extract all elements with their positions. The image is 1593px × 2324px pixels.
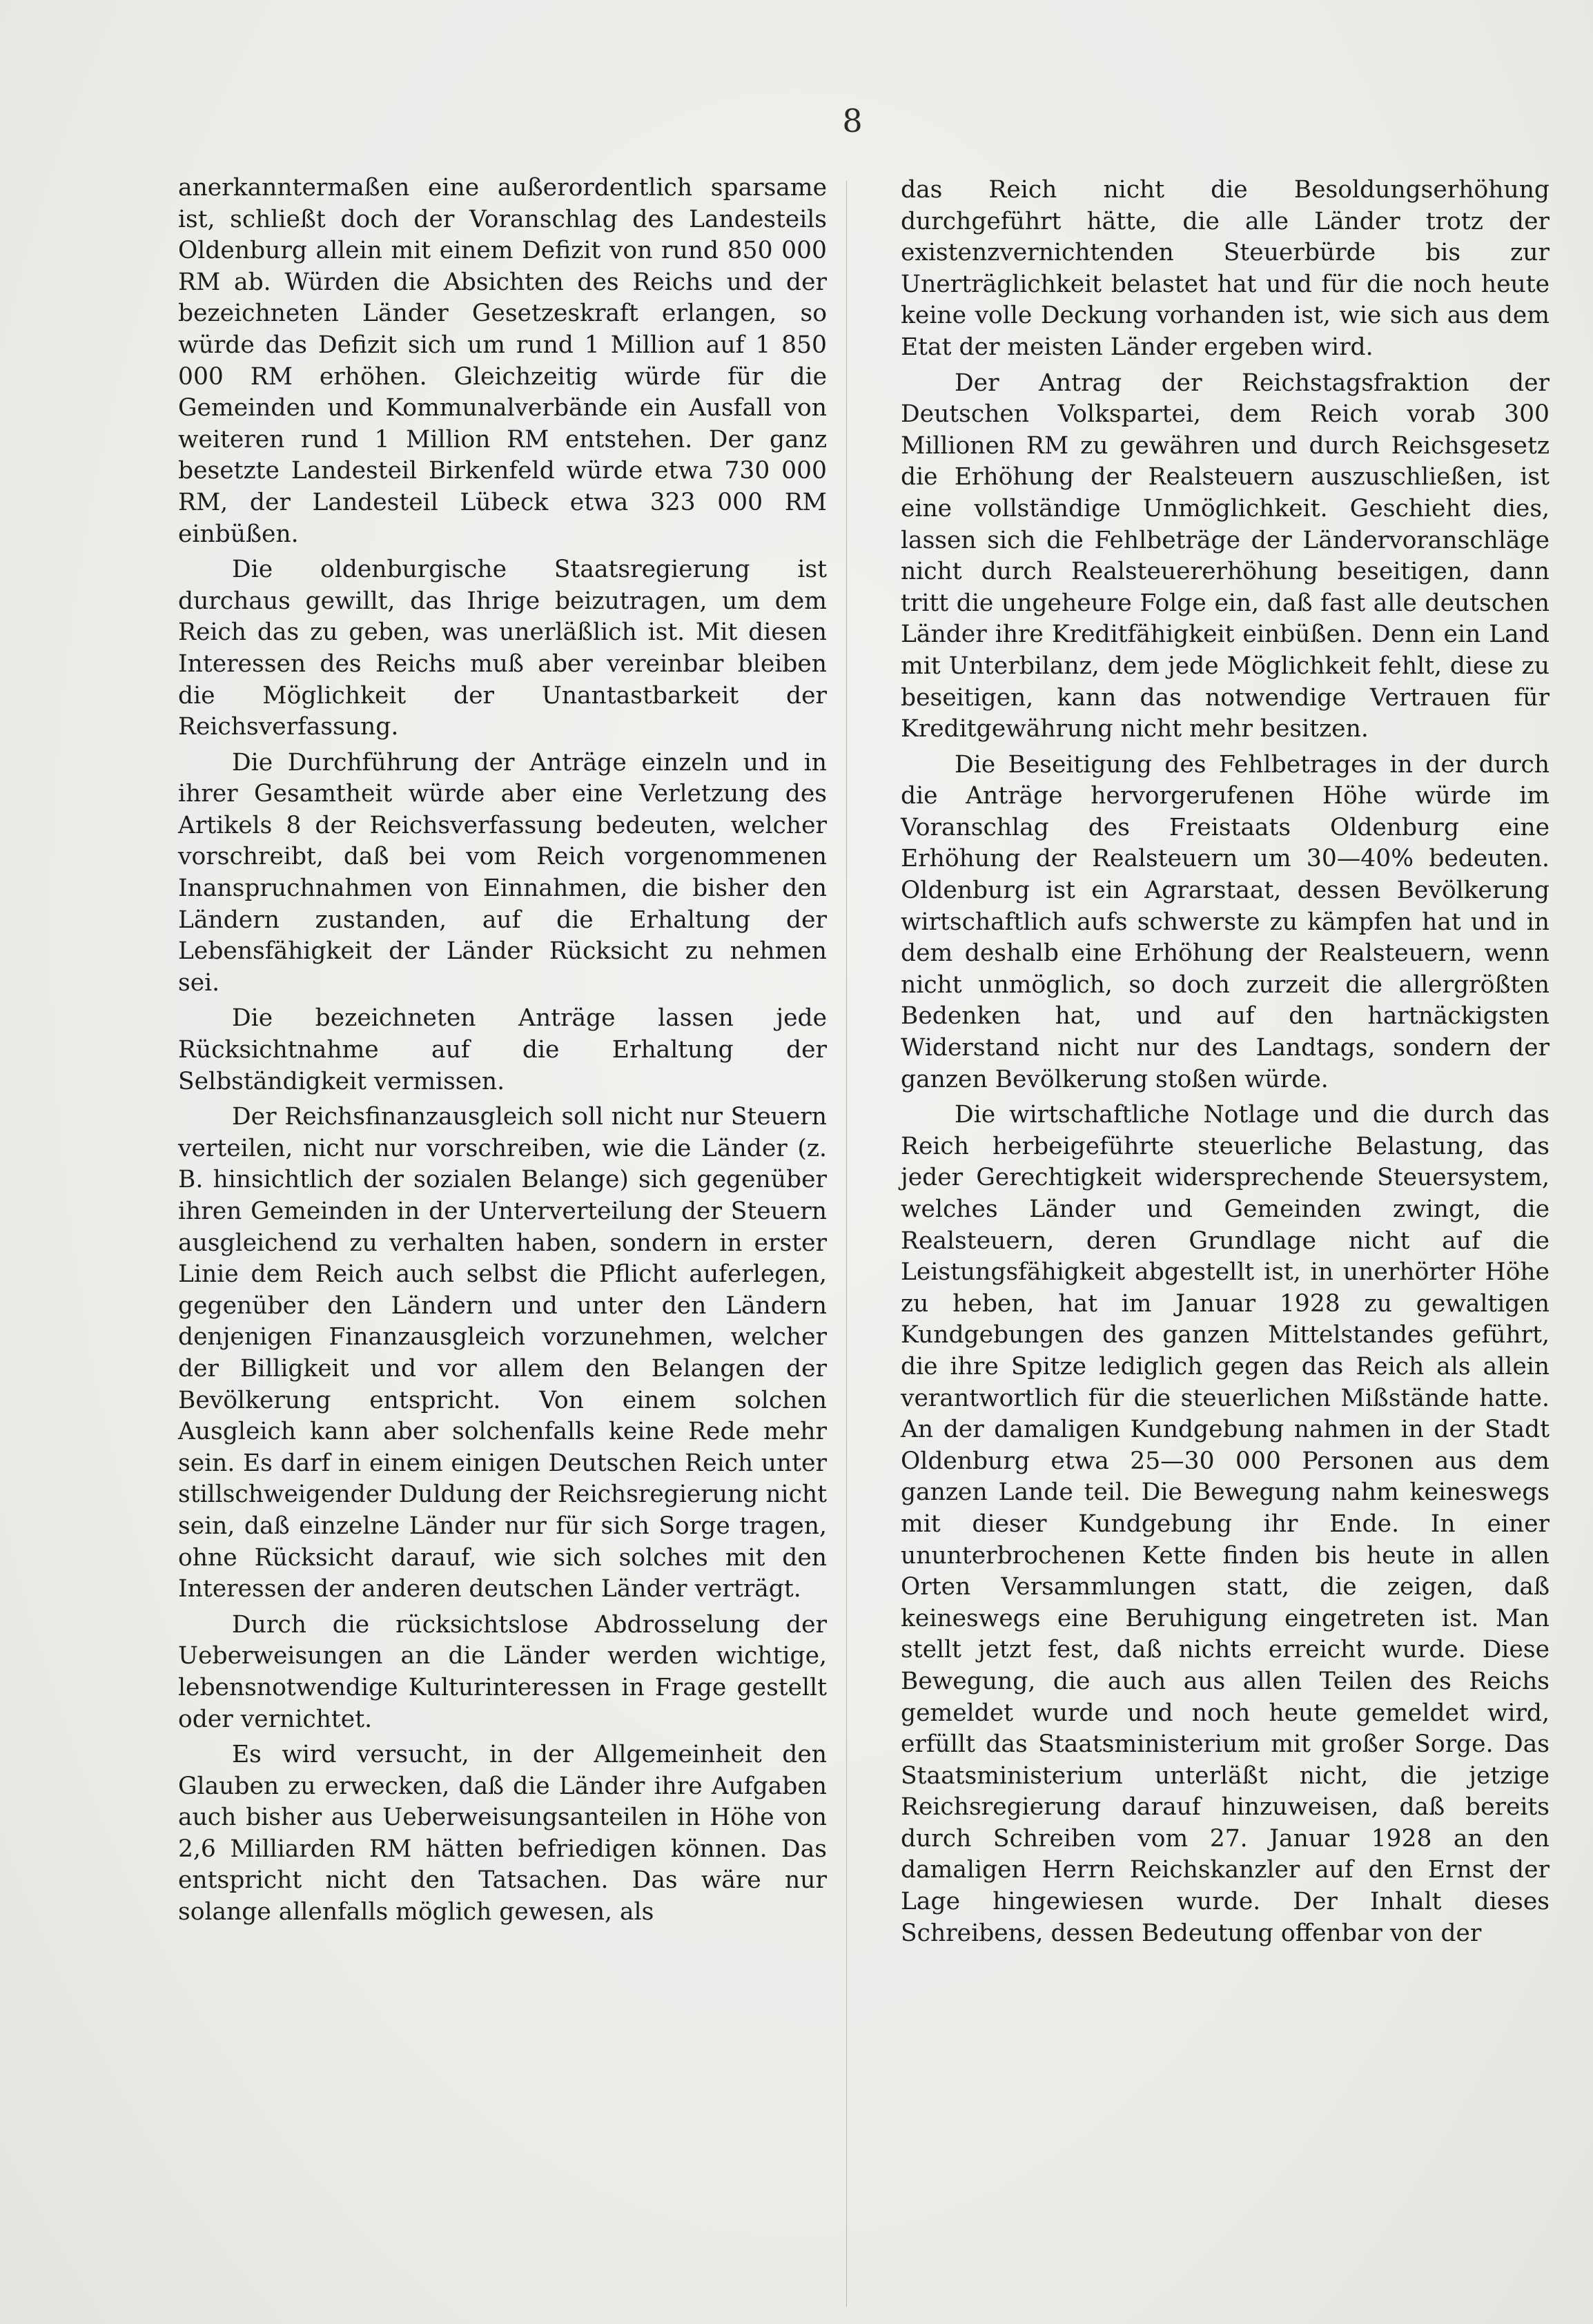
paragraph: Die oldenburgische Staatsregierung ist durchaus gewillt, das Ihrige beizutragen, um dem Reich das zu geben, was unerläßlich ist. Mit diesen Interessen des Reichs muß aber vereinbar bleiben die Möglichkeit der Unantastbarkeit der Reichsverfassung. bbox=[178, 556, 827, 741]
left-column bbox=[178, 173, 827, 1933]
paragraph: Durch die rücksichtslose Abdrosselung der Ueberweisungen an die Länder werden wichtige, lebensnotwendige Kulturinteressen in Frage gestellt oder vernichtet. bbox=[178, 1610, 827, 1733]
paragraph: Die wirtschaftliche Notlage und die durch das Reich herbeigeführte steuerliche Belastung, das jeder Gerechtigkeit widersprechende Steuersystem, welches Länder und Gemeinden zwingt, die Realsteuern, deren Grundlage nicht auf die Leistungsfähigkeit abgestellt ist, in unerhörter Höhe zu heben, hat im Januar 1928 zu gewaltigen Kundgebungen des ganzen Mittelstandes geführt, die ihre Spitze lediglich gegen das Reich als allein verantwortlich für die steuerlichen Mißstände hatte. An der damaligen Kundgebung nahmen in der Stadt Oldenburg etwa 25—30 000 Personen aus dem ganzen Lande teil. Die Bewegung nahm keineswegs mit dieser Kundgebung ihr Ende. In einer ununterbrochenen Kette finden bis heute in allen Orten Versammlungen statt, die zeigen, daß keineswegs eine Beruhigung eingetreten ist. Man stellt jetzt fest, daß nichts erreicht wurde. Diese Bewegung, die auch aus allen Teilen des Reichs gemeldet wurde und noch heute gemeldet wird, erfüllt das Staatsministerium mit großer Sorge. Das Staatsministerium unterläßt nicht, die jetzige Reichsregierung darauf hinzuweisen, daß bereits durch Schreiben vom 27. Januar 1928 an den damaligen Herrn Reichskanzler auf den Ernst der Lage hingewiesen wurde. Der Inhalt dieses Schreibens, dessen Bedeutung offenbar von der bbox=[901, 1101, 1550, 1947]
paragraph: Der Antrag der Reichstagsfraktion der Deutschen Volkspartei, dem Reich vorab 300 Millionen RM zu gewähren und durch Reichsgesetz die Erhöhung der Realsteuern auszuschließen, ist eine vollständige Unmöglichkeit. Geschieht dies, lassen sich die Fehlbeträge der Ländervoranschläge nicht durch Realsteuererhöhung beseitigen, dann tritt die ungeheure Folge ein, daß fast alle deutschen Länder ihre Kreditfähigkeit einbüßen. Denn ein Land mit Unterbilanz, dem jede Möglichkeit fehlt, diese zu beseitigen, kann das notwendige Vertrauen für Kreditgewährung nicht mehr besitzen. bbox=[901, 369, 1550, 743]
column-divider bbox=[846, 181, 847, 2307]
paragraph: Die Durchführung der Anträge einzeln und in ihrer Gesamtheit würde aber eine Verletzung des Artikels 8 der Reichsverfassung bedeuten, welcher vorschreibt, daß bei vom Reich vorgenommenen Inanspruchnahmen von Einnahmen, die bisher den Ländern zustanden, auf die Erhaltung der Lebensfähigkeit der Länder Rücksicht zu nehmen sei. bbox=[178, 748, 827, 997]
paragraph: Es wird versucht, in der Allgemeinheit den Glauben zu erwecken, daß die Länder ihre Aufgaben auch bisher aus Ueberweisungsanteilen in Höhe von 2,6 Milliarden RM hätten befriedigen können. Das entspricht nicht den Tatsachen. Das wäre nur solange allenfalls möglich gewesen, als bbox=[178, 1741, 827, 1926]
paragraph: Die bezeichneten Anträge lassen jede Rücksichtnahme auf die Erhaltung der Selbständigkeit vermissen. bbox=[178, 1004, 827, 1095]
right-column bbox=[901, 175, 1550, 1953]
paragraph: Der Reichsfinanzausgleich soll nicht nur Steuern verteilen, nicht nur vorschreiben, wie die Länder (z. B. hinsichtlich der sozialen Belange) sich gegenüber ihren Gemeinden in der Unterverteilung der Steuern ausgleichend zu verhalten haben, sondern in erster Linie dem Reich auch selbst die Pflicht auferlegen, gegenüber den Ländern und unter den Ländern denjenigen Finanzausgleich vorzunehmen, welcher der Billigkeit und vor allem den Belangen der Bevölkerung entspricht. Von einem solchen Ausgleich kann aber solchenfalls keine Rede mehr sein. Es darf in einem einigen Deutschen Reich unter stillschweigender Duldung der Reichsregierung nicht sein, daß einzelne Länder nur für sich Sorge tragen, ohne Rücksicht darauf, wie sich solches mit den Interessen der anderen deutschen Länder verträgt. bbox=[178, 1103, 827, 1603]
page-number: 8 bbox=[842, 102, 863, 139]
paragraph: Die Beseitigung des Fehlbetrages in der durch die Anträge hervorgerufenen Höhe würde im Voranschlag des Freistaats Oldenburg eine Erhöhung der Realsteuern um 30—40% bedeuten. Oldenburg ist ein Agrarstaat, dessen Bevölkerung wirtschaftlich aufs schwerste zu kämpfen hat und in dem deshalb eine Erhöhung der Realsteuern, wenn nicht unmöglich, so doch zurzeit die allergrößten Bedenken hat, und auf den hartnäckigsten Widerstand nicht nur des Landtags, sondern der ganzen Bevölkerung stoßen würde. bbox=[901, 750, 1550, 1093]
paragraph: anerkanntermaßen eine außerordentlich sparsame ist, schließt doch der Voranschlag des Landesteils Oldenburg allein mit einem Defizit von rund 850 000 RM ab. Würden die Absichten des Reichs und der bezeichneten Länder Gesetzeskraft erlangen, so würde das Defizit sich um rund 1 Million auf 1 850 000 RM erhöhen. Gleichzeitig würde für die Gemeinden und Kommunalverbände ein Ausfall von weiteren rund 1 Million RM entstehen. Der ganz besetzte Landesteil Birkenfeld würde etwa 730 000 RM, der Landesteil Lübeck etwa 323 000 RM einbüßen. bbox=[178, 174, 827, 548]
paragraph: das Reich nicht die Besoldungserhöhung durchgeführt hätte, die alle Länder trotz der existenzvernichtenden Steuerbürde bis zur Unerträglichkeit belastet hat und für die noch heute keine volle Deckung vorhanden ist, wie sich aus dem Etat der meisten Länder ergeben wird. bbox=[901, 176, 1550, 361]
